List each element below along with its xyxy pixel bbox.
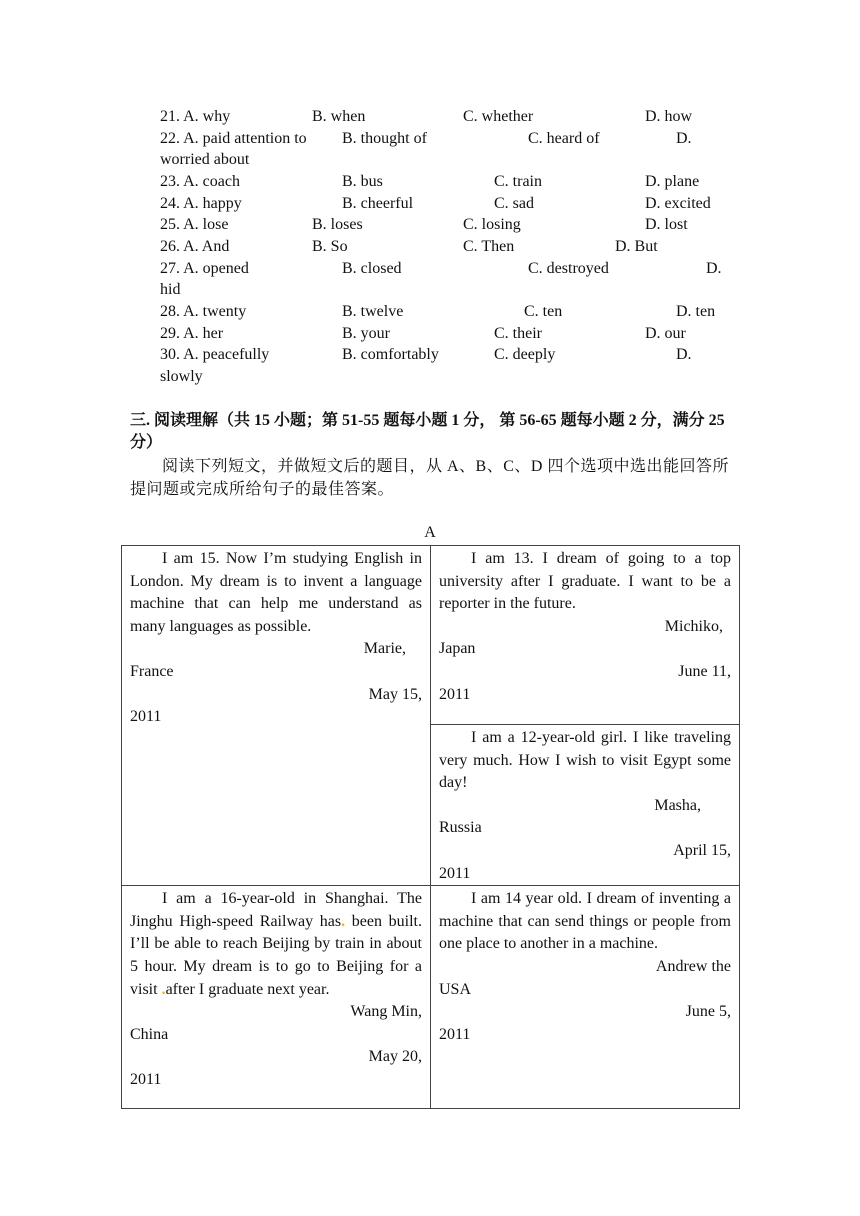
option-24-b: B. cheerful [342,195,414,212]
option-22-a: 22. A. paid attention to [160,130,307,147]
entry-year: 2011 [439,1025,471,1043]
highlight-mark: . [161,980,166,998]
option-25-b: B. loses [312,216,363,233]
option-30-d-continued: slowly [160,368,203,385]
option-25-a: 25. A. lose [160,216,229,233]
option-30-d: D. [676,346,692,363]
entry-year: 2011 [439,685,471,703]
entry-name: Masha, [654,796,701,814]
entry-country: China [130,1025,169,1043]
option-21-b: B. when [312,108,366,125]
entry-text-part: I am a 16-year-old in Shanghai. The Jinghu High-speed Railway has [130,890,422,930]
option-22-d-continued: worried about [160,151,250,168]
option-26-c: C. Then [463,238,515,255]
option-30-c: C. deeply [494,346,556,363]
entry-text-part: been built. I’ll be able to reach Beijing by train in about 5 hour. My dream is to go to Beijing for a visit [130,912,422,998]
entry-masha [431,725,740,886]
option-24-a: 24. A. happy [160,195,242,212]
option-30-a: 30. A. peacefully [160,346,270,363]
entry-date: June 11, [678,662,731,680]
option-25-d: D. lost [645,216,688,233]
option-29-a: 29. A. her [160,325,224,342]
section-instructions: 阅读下列短文，并做短文后的题目，从 A、B、C、D 四个选项中选出能回答所提问题或完成所给句子的最佳答案。 [130,458,729,498]
option-21-d: D. how [645,108,693,125]
entry-andrew [431,886,740,1109]
option-28-d: D. ten [676,303,716,320]
option-30-b: B. comfortably [342,346,439,363]
option-26-d: D. But [615,238,658,255]
option-29-d: D. our [645,325,686,342]
entry-name: Michiko, [664,617,723,635]
option-23-d: D. plane [645,173,700,190]
option-21-c: C. whether [463,108,534,125]
option-25-c: C. losing [463,216,521,233]
entry-date: June 5, [685,1003,731,1021]
option-23-a: 23. A. coach [160,173,240,190]
option-26-a: 26. A. And [160,238,230,255]
option-28-c: C. ten [524,303,563,320]
option-23-c: C. train [494,173,542,190]
option-22-c: C. heard of [528,130,600,147]
highlight-mark: . [341,912,346,930]
option-23-b: B. bus [342,173,383,190]
entry-country: Russia [439,819,482,837]
option-27-b: B. closed [342,260,402,277]
entry-year: 2011 [439,864,471,882]
option-27-a: 27. A. opened [160,260,249,277]
option-21-a: 21. A. why [160,108,231,125]
entry-text: I am 13. I dream of going to a top university after I graduate. I want to be a reporter in the future. [439,550,731,613]
option-22-d: D. [676,130,692,147]
entry-text: I am 15. Now I’m studying English in London. My dream is to invent a language machine that can help me understand as many languages as possible. [130,550,422,635]
option-24-d: D. excited [645,195,711,212]
option-22-b: B. thought of [342,130,427,147]
passage-label: A [424,524,436,541]
option-27-d-continued: hid [160,281,181,298]
entry-year: 2011 [130,708,162,726]
entry-country: USA [439,980,472,998]
entry-date: April 15, [673,841,731,859]
entry-date: May 15, [368,685,422,703]
entries-table [121,545,740,1109]
option-27-c: C. destroyed [528,260,609,277]
option-28-a: 28. A. twenty [160,303,247,320]
section-heading: 三. 阅读理解（共 15 小题；第 51-55 题每小题 1 分， 第 56-65 题每小题 2 分，满分 25 分） [130,412,725,451]
entry-michiko [431,546,740,725]
entry-text [130,888,422,1001]
entry-name: Wang Min, [350,1003,422,1021]
entry-name: Marie, [363,640,406,658]
entry-text: I am a 12-year-old girl. I like traveling very much. How I wish to visit Egypt some day! [439,729,731,792]
entry-wang-min [122,886,431,1109]
option-29-b: B. your [342,325,390,342]
option-27-d: D. [706,260,722,277]
entry-marie [122,546,431,886]
entry-country: Japan [439,640,476,658]
option-26-b: B. So [312,238,348,255]
entry-name: Andrew the [655,957,731,975]
option-29-c: C. their [494,325,542,342]
entry-date: May 20, [368,1048,422,1066]
entry-country: France [130,662,174,680]
entry-text-part: after I graduate next year. [165,980,330,998]
option-28-b: B. twelve [342,303,404,320]
entry-year: 2011 [130,1070,162,1088]
entry-text: I am 14 year old. I dream of inventing a machine that can send things or people from one place to another in a machine. [439,890,731,953]
option-24-c: C. sad [494,195,534,212]
